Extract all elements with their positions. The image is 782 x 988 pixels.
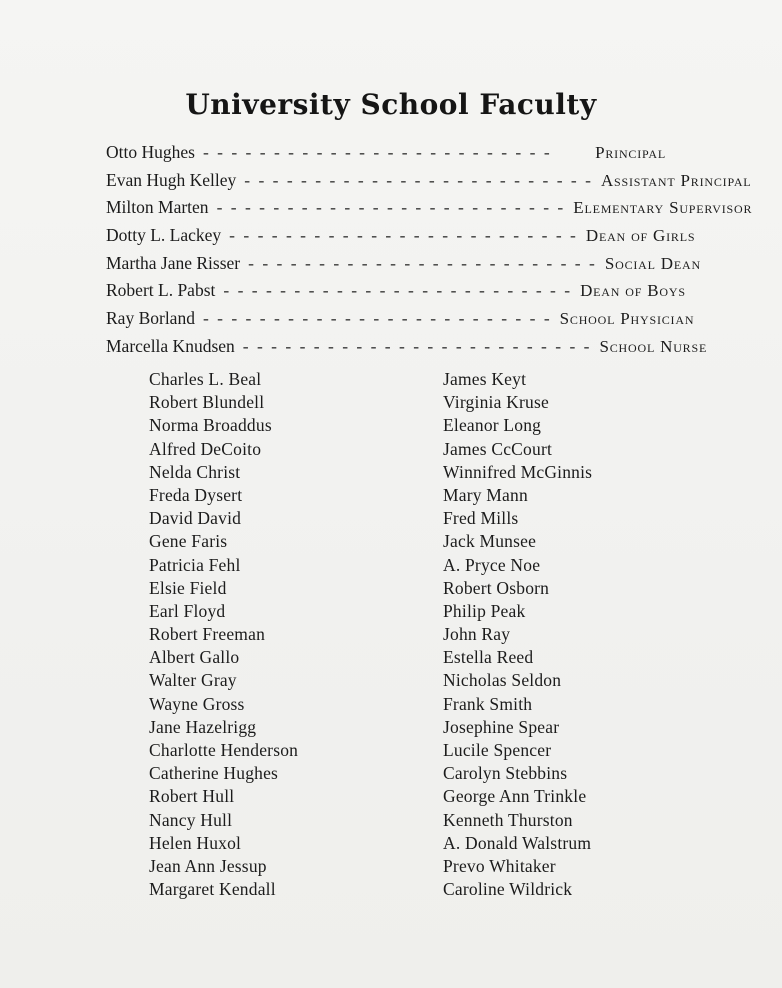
officer-name: Ray Borland <box>106 308 195 329</box>
officer-row <box>106 335 708 364</box>
teacher-name: Robert Hull <box>149 786 235 807</box>
officer-row <box>106 197 753 225</box>
teacher-name: George Ann Trinkle <box>443 786 587 807</box>
officer-role: Dean of Girls <box>585 226 696 246</box>
teacher-name: Josephine Spear <box>443 716 560 737</box>
teacher-name: Prevo Whitaker <box>443 855 556 876</box>
teacher-name: James Keyt <box>443 369 527 389</box>
teacher-name: Freda Dysert <box>149 484 243 505</box>
officer-name: Milton Marten <box>106 197 209 218</box>
teacher-name: Lucile Spencer <box>443 740 552 760</box>
dot-leader: - - - - - - - - - - - - - - - - - - - - - - - - - <box>202 308 552 329</box>
teacher-name: A. Pryce Noe <box>443 554 541 575</box>
teacher-name: Earl Floyd <box>149 600 226 621</box>
teacher-name: Margaret Kendall <box>149 879 276 900</box>
teacher-name: Gene Faris <box>149 531 228 552</box>
teacher-name: Nicholas Seldon <box>443 670 562 691</box>
officer-role: Elementary Supervisor <box>573 198 753 218</box>
teacher-name: Carolyn Stebbins <box>443 763 568 784</box>
teacher-name: Jane Hazelrigg <box>149 716 257 737</box>
officer-role: Social Dean <box>604 253 701 273</box>
teacher-name: Nancy Hull <box>149 809 233 830</box>
teacher-name: Elsie Field <box>149 577 227 598</box>
dot-leader: - - - - - - - - - - - - - - - - - - - - - - - - - <box>248 252 597 273</box>
teacher-name: Walter Gray <box>149 670 237 691</box>
officer-role: Dean of Boys <box>580 281 686 301</box>
teacher-name: Jean Ann Jessup <box>149 855 267 876</box>
teacher-name: Alfred DeCoito <box>149 438 262 459</box>
teacher-name: A. Donald Walstrum <box>443 832 592 853</box>
teacher-name: Eleanor Long <box>443 415 542 436</box>
teacher-name: Winnifred McGinnis <box>443 461 593 482</box>
dot-leader: - - - - - - - - - - - - - - - - - - - - - - - - - <box>244 169 593 190</box>
officer-name: Otto Hughes <box>106 142 195 162</box>
teacher-name: David David <box>149 508 242 529</box>
teacher-name: Jack Munsee <box>443 531 537 552</box>
officer-name: Martha Jane Risser <box>106 252 241 273</box>
officer-row <box>106 142 666 170</box>
teacher-name: Virginia Kruse <box>443 392 549 413</box>
officer-role: Assistant Principal <box>600 170 752 190</box>
teacher-name: Robert Osborn <box>443 577 550 598</box>
page-title: University School Faculty <box>185 88 597 121</box>
officer-role: Principal <box>595 143 666 162</box>
teacher-name: Charles L. Beal <box>149 369 262 389</box>
teacher-name: Fred Mills <box>443 508 519 529</box>
teacher-name: John Ray <box>443 624 511 645</box>
officer-role: School Nurse <box>599 336 708 356</box>
officer-row <box>106 252 701 281</box>
teacher-name: Nelda Christ <box>149 461 241 482</box>
teachers-list-right <box>443 369 592 902</box>
dot-leader: - - - - - - - - - - - - - - - - - - - - - - - - - <box>216 197 566 218</box>
teacher-name: Patricia Fehl <box>149 554 241 575</box>
teacher-name: Charlotte Henderson <box>149 740 299 760</box>
officer-row <box>106 280 686 308</box>
teacher-name: Norma Broaddus <box>149 415 272 436</box>
teacher-name: Robert Blundell <box>149 392 265 413</box>
teacher-name: Helen Huxol <box>149 832 242 853</box>
officer-name: Marcella Knudsen <box>106 335 235 356</box>
dot-leader: - - - - - - - - - - - - - - - - - - - - - - - - - <box>229 225 578 246</box>
teacher-name: James CcCourt <box>443 438 553 459</box>
teacher-name: Wayne Gross <box>149 693 245 714</box>
officers-list <box>106 142 753 364</box>
officer-row <box>106 225 696 253</box>
dot-leader: - - - - - - - - - - - - - - - - - - - - - - - - - <box>202 142 552 162</box>
teacher-name: Estella Reed <box>443 647 534 668</box>
officer-name: Robert L. Pabst <box>106 280 216 301</box>
officer-name: Evan Hugh Kelley <box>106 169 237 190</box>
dot-leader: - - - - - - - - - - - - - - - - - - - - - - - - - <box>242 335 592 356</box>
officer-name: Dotty L. Lackey <box>106 225 222 246</box>
teacher-name: Catherine Hughes <box>149 763 279 784</box>
officer-row <box>106 169 752 198</box>
teacher-name: Mary Mann <box>443 484 528 505</box>
teacher-name: Frank Smith <box>443 693 533 714</box>
officer-role: School Physician <box>559 309 695 329</box>
teacher-name: Robert Freeman <box>149 624 266 645</box>
officer-row <box>106 308 695 336</box>
teacher-name: Kenneth Thurston <box>443 809 573 830</box>
dot-leader: - - - - - - - - - - - - - - - - - - - - - - - - - <box>223 280 573 301</box>
teachers-list-left <box>149 369 298 902</box>
teacher-name: Albert Gallo <box>149 647 240 668</box>
teacher-name: Philip Peak <box>443 600 526 621</box>
teacher-name: Caroline Wildrick <box>443 879 573 900</box>
